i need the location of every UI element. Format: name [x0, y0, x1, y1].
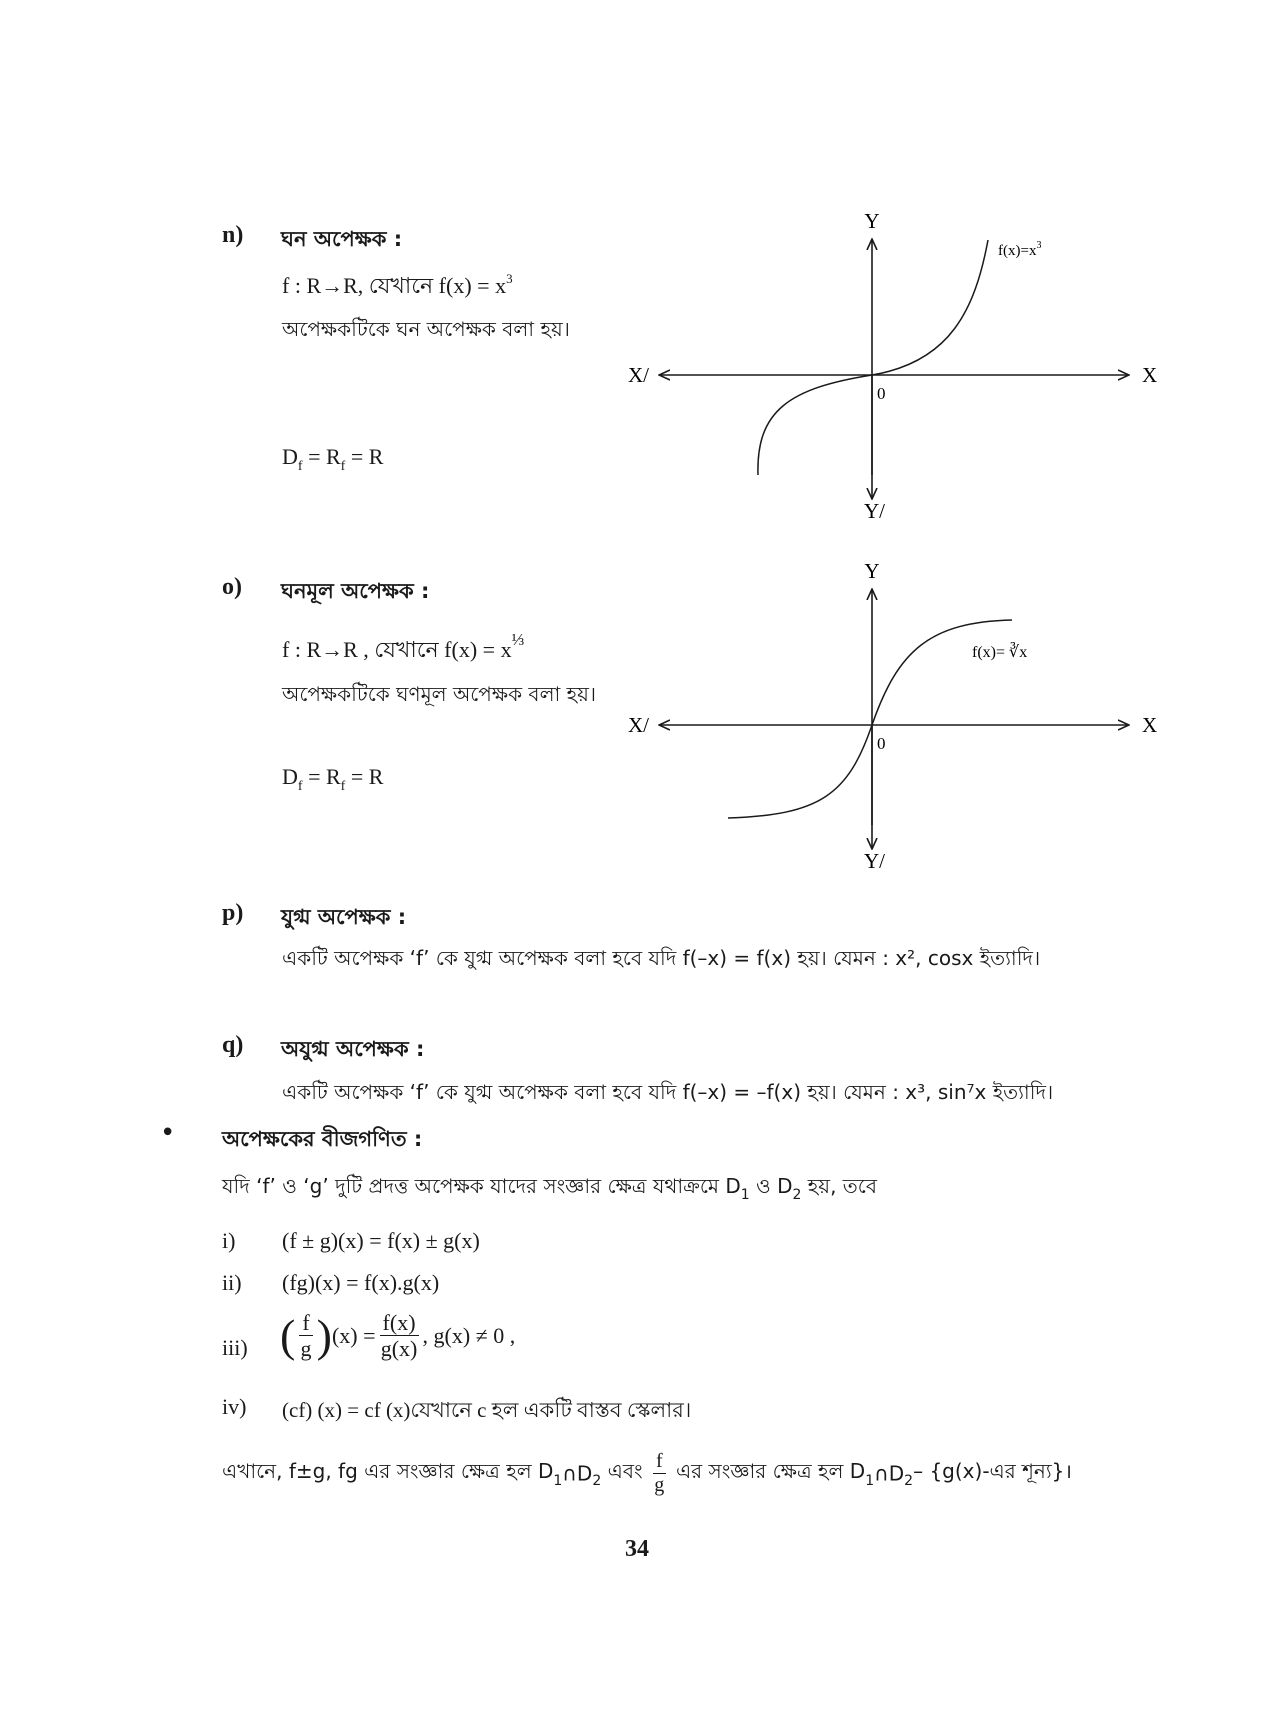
y-bottom-label: Y/: [864, 849, 885, 873]
x-right-label: X: [1142, 363, 1158, 387]
section-n-title: ঘন অপেক্ষক :: [281, 227, 403, 251]
page-number: 34: [625, 1536, 649, 1562]
cube-root-curve: [728, 620, 1012, 818]
y-top-label: Y: [864, 560, 880, 583]
section-o-definition: f : R→R , যেখানে $f(x) = x^{\frac{1}{3}}$: [282, 630, 525, 662]
section-o-description: অপেক্ষকটিকে ঘণমূল অপেক্ষক বলা হয়।: [282, 682, 597, 706]
algebra-intro: যদি ‘f’ ও ‘g’ দুটি প্রদত্ত অপেক্ষক যাদের সংজ্ঞার ক্ষেত্র যথাক্রমে $D_1$ ও $D_2$ হয়, তবে: [222, 1174, 877, 1203]
algebra-item-sum-rule: (f ± g)(x) = f(x) ± g(x): [282, 1228, 480, 1253]
algebra-item-label: i): [222, 1228, 236, 1253]
section-o-domain-range: $D_f = R_f = R$: [282, 764, 384, 794]
algebra-title: অপেক্ষকের বীজগণিত :: [222, 1127, 423, 1151]
algebra-item-label: ii): [222, 1270, 242, 1295]
section-p-title: যুগ্ম অপেক্ষক :: [281, 905, 407, 929]
section-p-body: একটি অপেক্ষক ‘f’ কে যুগ্ম অপেক্ষক বলা হবে যদি f(–x) = f(x) হয়। যেমন : x², cosx ইত্যাদি।: [282, 946, 1041, 970]
section-n-label: n): [222, 222, 244, 248]
section-p-label: p): [222, 900, 244, 926]
section-o-label: o): [222, 574, 242, 600]
section-n-description: অপেক্ষকটিকে ঘন অপেক্ষক বলা হয়।: [282, 317, 570, 341]
origin-label: 0: [877, 734, 886, 753]
algebra-item-label: iv): [222, 1394, 247, 1419]
section-n-domain-range: $D_f = R_f = R$: [282, 444, 384, 474]
algebra-domain-note: এখানে, f±g, fg এর সংজ্ঞার ক্ষেত্র হল $D_1\cap D_2$ এবং $\frac{f}{g}$ এর সংজ্ঞার ক্ষেত্র হল $D_1\cap D_2-$ {g(x)-এর শূন্য}।: [222, 1450, 1072, 1496]
cube-root-function-graph: [620, 560, 1180, 880]
x-left-label: X/: [628, 363, 649, 387]
algebra-item-label: iii): [222, 1335, 248, 1360]
section-n-definition: f : R→R, যেখানে $f(x) = x^3$: [282, 271, 513, 298]
algebra-item-quotient-rule: ( $\frac{f}{g}$ )(x) = $\frac{f(x)}{g(x)}$ , g(x) ≠ 0 ,: [280, 1309, 516, 1362]
section-q-body: একটি অপেক্ষক ‘f’ কে যুগ্ম অপেক্ষক বলা হবে যদি f(–x) = –f(x) হয়। যেমন : x³, sin⁷x ইত্যাদি।: [282, 1080, 1054, 1104]
section-o-title: ঘনমূল অপেক্ষক :: [281, 579, 430, 603]
section-q-label: q): [222, 1032, 244, 1058]
x-right-label: X: [1142, 713, 1158, 737]
algebra-item-product-rule: (fg)(x) = f(x).g(x): [282, 1270, 440, 1295]
cubic-curve: [758, 240, 988, 475]
y-bottom-label: Y/: [864, 499, 885, 523]
algebra-item-scalar-rule: (cf) (x) = cf (x)যেখানে c হল একটি বাস্তব স্কেলার।: [282, 1398, 692, 1422]
curve-label: $f(x)=x^3$: [998, 240, 1042, 259]
bullet-icon: •: [160, 1118, 176, 1148]
x-left-label: X/: [628, 713, 649, 737]
cubic-function-graph: [620, 210, 1180, 530]
curve-label: f(x)= ∛x: [972, 644, 1028, 661]
y-top-label: Y: [864, 210, 880, 233]
origin-label: 0: [877, 384, 886, 403]
section-q-title: অযুগ্ম অপেক্ষক :: [281, 1037, 425, 1061]
